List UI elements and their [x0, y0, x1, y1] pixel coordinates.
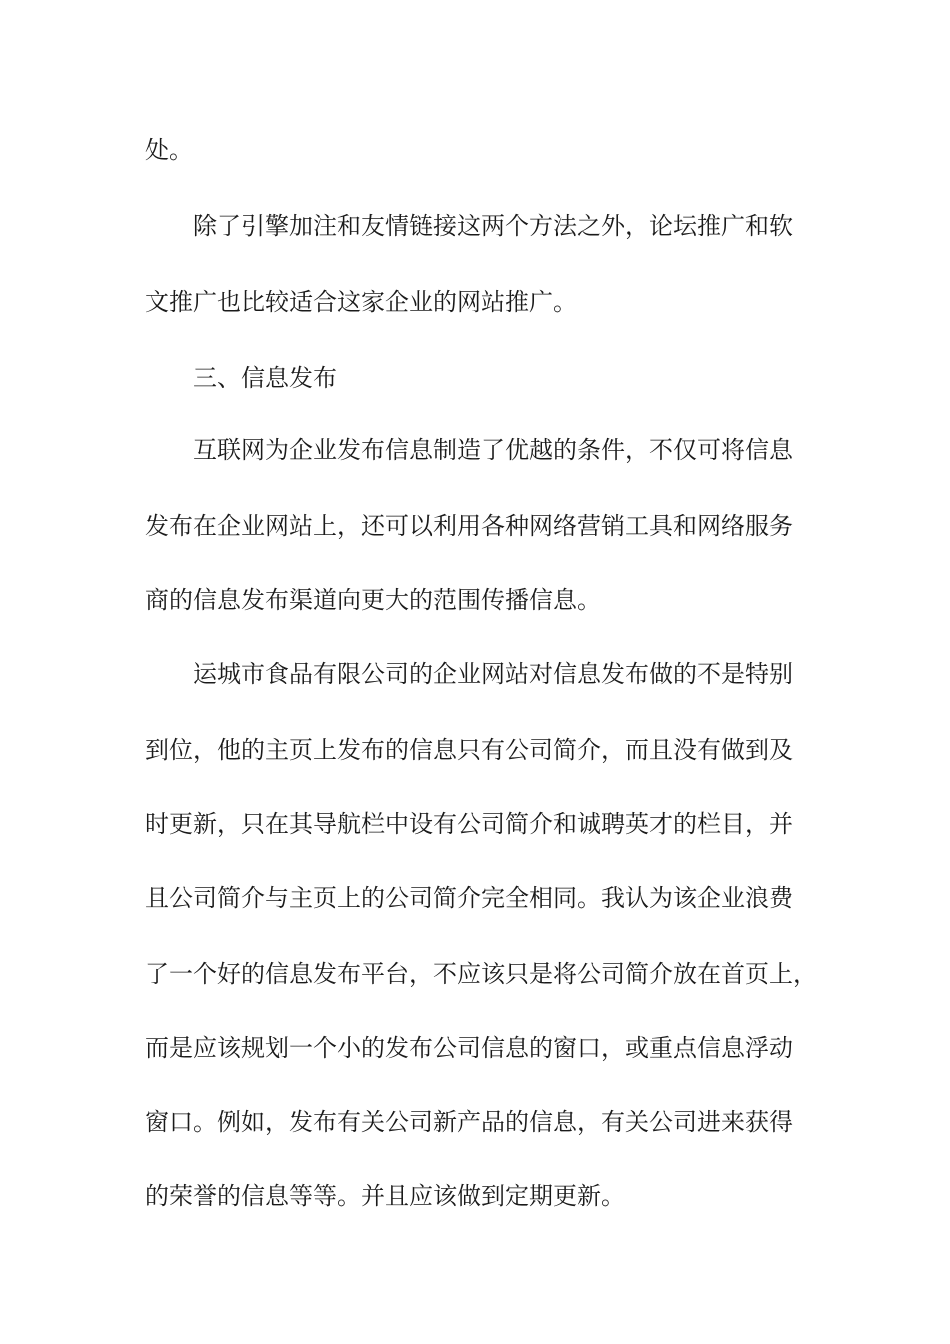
line-text: 商的信息发布渠道向更大的范围传播信息。	[145, 586, 601, 614]
section-heading	[0, 358, 950, 398]
text-line	[0, 1102, 950, 1142]
line-text: 互联网为企业发布信息制造了优越的条件，不仅可将信息	[193, 436, 793, 464]
line-text: 时更新，只在其导航栏中设有公司简介和诚聘英才的栏目，并	[145, 810, 793, 838]
line-text: 且公司简介与主页上的公司简介完全相同。我认为该企业浪费	[145, 884, 793, 912]
line-text: 而是应该规划一个小的发布公司信息的窗口，或重点信息浮动	[145, 1034, 793, 1062]
line-text: 了一个好的信息发布平台，不应该只是将公司简介放在首页上，	[145, 960, 817, 988]
text-line	[0, 206, 950, 246]
text-line	[0, 1176, 950, 1216]
text-line	[0, 506, 950, 546]
line-text: 运城市食品有限公司的企业网站对信息发布做的不是特别	[193, 660, 793, 688]
text-line	[0, 1028, 950, 1068]
line-text: 处。	[145, 136, 193, 164]
line-text: 窗口。例如，发布有关公司新产品的信息，有关公司进来获得	[145, 1108, 793, 1136]
text-line	[0, 654, 950, 694]
line-text: 三、信息发布	[193, 364, 337, 392]
line-text: 文推广也比较适合这家企业的网站推广。	[145, 288, 577, 316]
text-line	[0, 580, 950, 620]
line-text: 的荣誉的信息等等。并且应该做到定期更新。	[145, 1182, 625, 1210]
text-line	[0, 730, 950, 770]
line-text: 除了引擎加注和友情链接这两个方法之外，论坛推广和软	[193, 212, 793, 240]
line-text: 到位，他的主页上发布的信息只有公司简介，而且没有做到及	[145, 736, 793, 764]
text-line	[0, 430, 950, 470]
text-line	[0, 954, 950, 994]
text-line	[0, 804, 950, 844]
line-text: 发布在企业网站上，还可以利用各种网络营销工具和网络服务	[145, 512, 793, 540]
text-line	[0, 282, 950, 322]
text-line	[0, 878, 950, 918]
text-line	[0, 130, 950, 170]
